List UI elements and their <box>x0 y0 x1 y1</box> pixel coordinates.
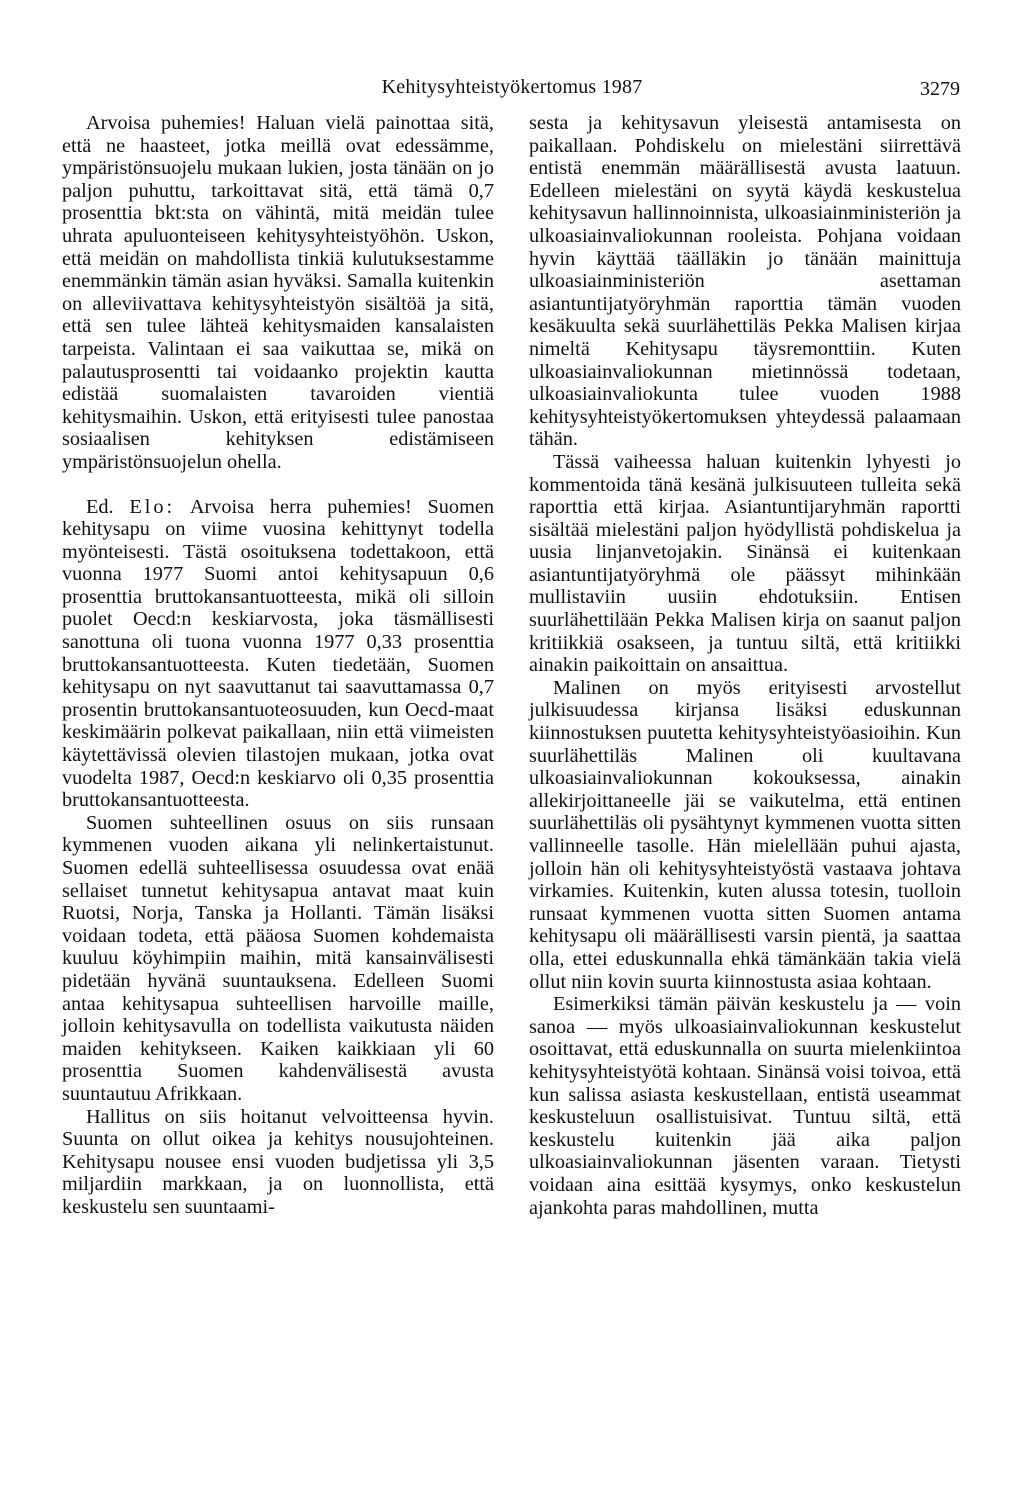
paragraph: Tässä vaiheessa haluan kuitenkin lyhyesti jo kommentoida tänä kesänä julkisuuteen tulleita sekä raporttia että kirjaa. Asiantuntijaryhmän raportti sisältää mielestäni paljon hyödyllistä pohdiskelua ja uusia linjanvetojakin. Sinänsä ei kuitenkaan asiantuntijatyöryhmä ole päässyt mihinkään mullistaviin uusiin ehdotuksiin. Entisen suurlähettilään Pekka Malisen kirja on saanut paljon kritiikkiä osakseen, ja tuntuu siltä, että kritiikki ainakin paikoittain on ansaittua. <box>529 450 961 677</box>
speaker-name: Elo: <box>129 495 176 518</box>
speaker-paragraph <box>62 496 494 812</box>
paragraph-text: Arvoisa herra puhemies! Suomen kehitysapu on viime vuosina kehittynyt todella myönteisesti. Tästä osoituksena todettakoon, että vuonna 1977 Suomi antoi kehitysapuun 0,6 prosenttia bruttokansantuotteesta, mikä oli silloin puolet Oecd:n keskiarvosta, joka täsmällisesti sanottuna oli tuona vuonna 1977 0,33 prosenttia bruttokansantuotteesta. Kuten tiedetään, Suomen kehitysapu on nyt saavuttanut tai saavuttamassa 0,7 prosentin bruttokansantuoteosuuden, kun Oecd-maat keskimäärin polkevat paikallaan, niin että viimeisten käytettävissä olevien tilastojen mukaan, jotka ovat vuodelta 1987, Oecd:n keskiarvo oli 0,35 prosenttia bruttokansantuotteesta. <box>62 495 494 812</box>
speaker-prefix: Ed. <box>86 495 114 518</box>
paragraph: Malinen on myös erityisesti arvostellut julkisuudessa kirjansa lisäksi eduskunnan kiinnostuksen puutetta kehitysyhteistyöasioihin. Kun suurlähettiläs Malinen oli kuultavana ulkoasiainvaliokunnan kokouksessa, ainakin allekirjoittaneelle jäi se vaikutelma, että entinen suurlähettiläs oli pysähtynyt kymmenen vuotta sitten vallinneelle tasolle. Hän mielellään puhui ajasta, jolloin hän oli kehitysyhteistyöstä vastaava johtava virkamies. Kuitenkin, kuten alussa totesin, tuolloin runsaat kymmenen vuotta sitten Suomen antama kehitysapu oli määrällisesti varsin pientä, ja saattaa olla, ettei eduskunnalla ehkä tämänkään takia vielä ollut niin kovin suurta kiinnostusta asiaa kohtaan. <box>529 676 961 993</box>
right-column <box>529 112 961 1219</box>
paragraph: Hallitus on siis hoitanut velvoitteensa hyvin. Suunta on ollut oikea ja kehitys nousujohteinen. Kehitysapu nousee ensi vuoden budjetissa yli 3,5 miljardiin markkaan, ja on luonnollista, että keskustelu sen suuntaami- <box>62 1105 494 1218</box>
left-column <box>62 112 494 1219</box>
running-title: Kehitysyhteistyökertomus 1987 <box>381 76 643 98</box>
paragraph: Arvoisa puhemies! Haluan vielä painottaa sitä, että ne haasteet, jotka meillä ovat edessämme, ympäristönsuojelu mukaan lukien, josta tänään on jo paljon puhuttu, tarkoittavat sitä, että tämä 0,7 prosenttia bkt:sta on vähintä, mitä meidän tulee uhrata apuluonteiseen kehitysyhteistyöhön. Uskon, että meidän on mahdollista tinkiä kulutuksestamme enemmänkin tämän asian hyväksi. Samalla kuitenkin on alleviivattava kehitysyhteistyön sisältöä ja sitä, että sen tulee lähteä kehitysmaiden kansalaisten tarpeista. Valintaan ei saa vaikuttaa se, mikä on palautusprosentti tai voidaanko projektin kautta edistää suomalaisten tavaroiden vientiä kehitysmaihin. Uskon, että erityisesti tulee panostaa sosiaalisen kehityksen edistämiseen ympäristönsuojelun ohella. <box>62 112 494 473</box>
paragraph: Suomen suhteellinen osuus on siis runsaan kymmenen vuoden aikana yli nelinkertaistunut. Suomen edellä suhteellisessa osuudessa ovat enää sellaiset tunnetut kehitysapua antavat maat kuin Ruotsi, Norja, Tanska ja Hollanti. Tämän lisäksi voidaan todeta, että pääosa Suomen kohdemaista kuuluu köyhimpiin maihin, mitä kansainvälisesti pidetään hyvänä suuntauksena. Edelleen Suomi antaa kehitysapua suhteellisen harvoille maille, jolloin kehitysavulla on todellista vaikutusta näiden maiden kehitykseen. Kaiken kaikkiaan yli 60 prosenttia Suomen kahdenvälisestä avusta suuntautuu Afrikkaan. <box>62 811 494 1105</box>
paragraph: sesta ja kehitysavun yleisestä antamisesta on paikallaan. Pohdiskelu on mielestäni siirrettävä entistä enemmän määrällisestä avusta laatuun. Edelleen mielestäni on syytä käydä keskustelua kehitysavun hallinnoinnista, ulkoasiainministeriön ja ulkoasiainvaliokunnan rooleista. Pohjana voidaan hyvin käyttää täälläkin jo tänään mainittuja ulkoasiainministeriön asettaman asiantuntijatyöryhmän raporttia tämän vuoden kesäkuulta sekä suurlähettiläs Pekka Malisen kirjaa nimeltä Kehitysapu täysremonttiin. Kuten ulkoasiainvaliokunnan mietinnössä todetaan, ulkoasiainvaliokunta tulee vuoden 1988 kehitysyhteistyökertomuksen yhteydessä palaamaan tähän. <box>529 112 961 451</box>
page-number: 3279 <box>920 78 960 100</box>
paragraph: Esimerkiksi tämän päivän keskustelu ja — voin sanoa — myös ulkoasiainvaliokunnan keskustelut osoittavat, että eduskunnalla on suurta mielenkiintoa kehitysyhteistyötä kohtaan. Sinänsä voisi toivoa, että kun salissa asiasta keskustellaan, entistä useammat keskusteluun osallistuisivat. Tuntuu siltä, että keskustelu kuitenkin jää aika paljon ulkoasiainvaliokunnan jäsenten varaan. Tietysti voidaan aina esittää kysymys, onko keskustelun ajankohta paras mahdollinen, mutta <box>529 993 961 1219</box>
